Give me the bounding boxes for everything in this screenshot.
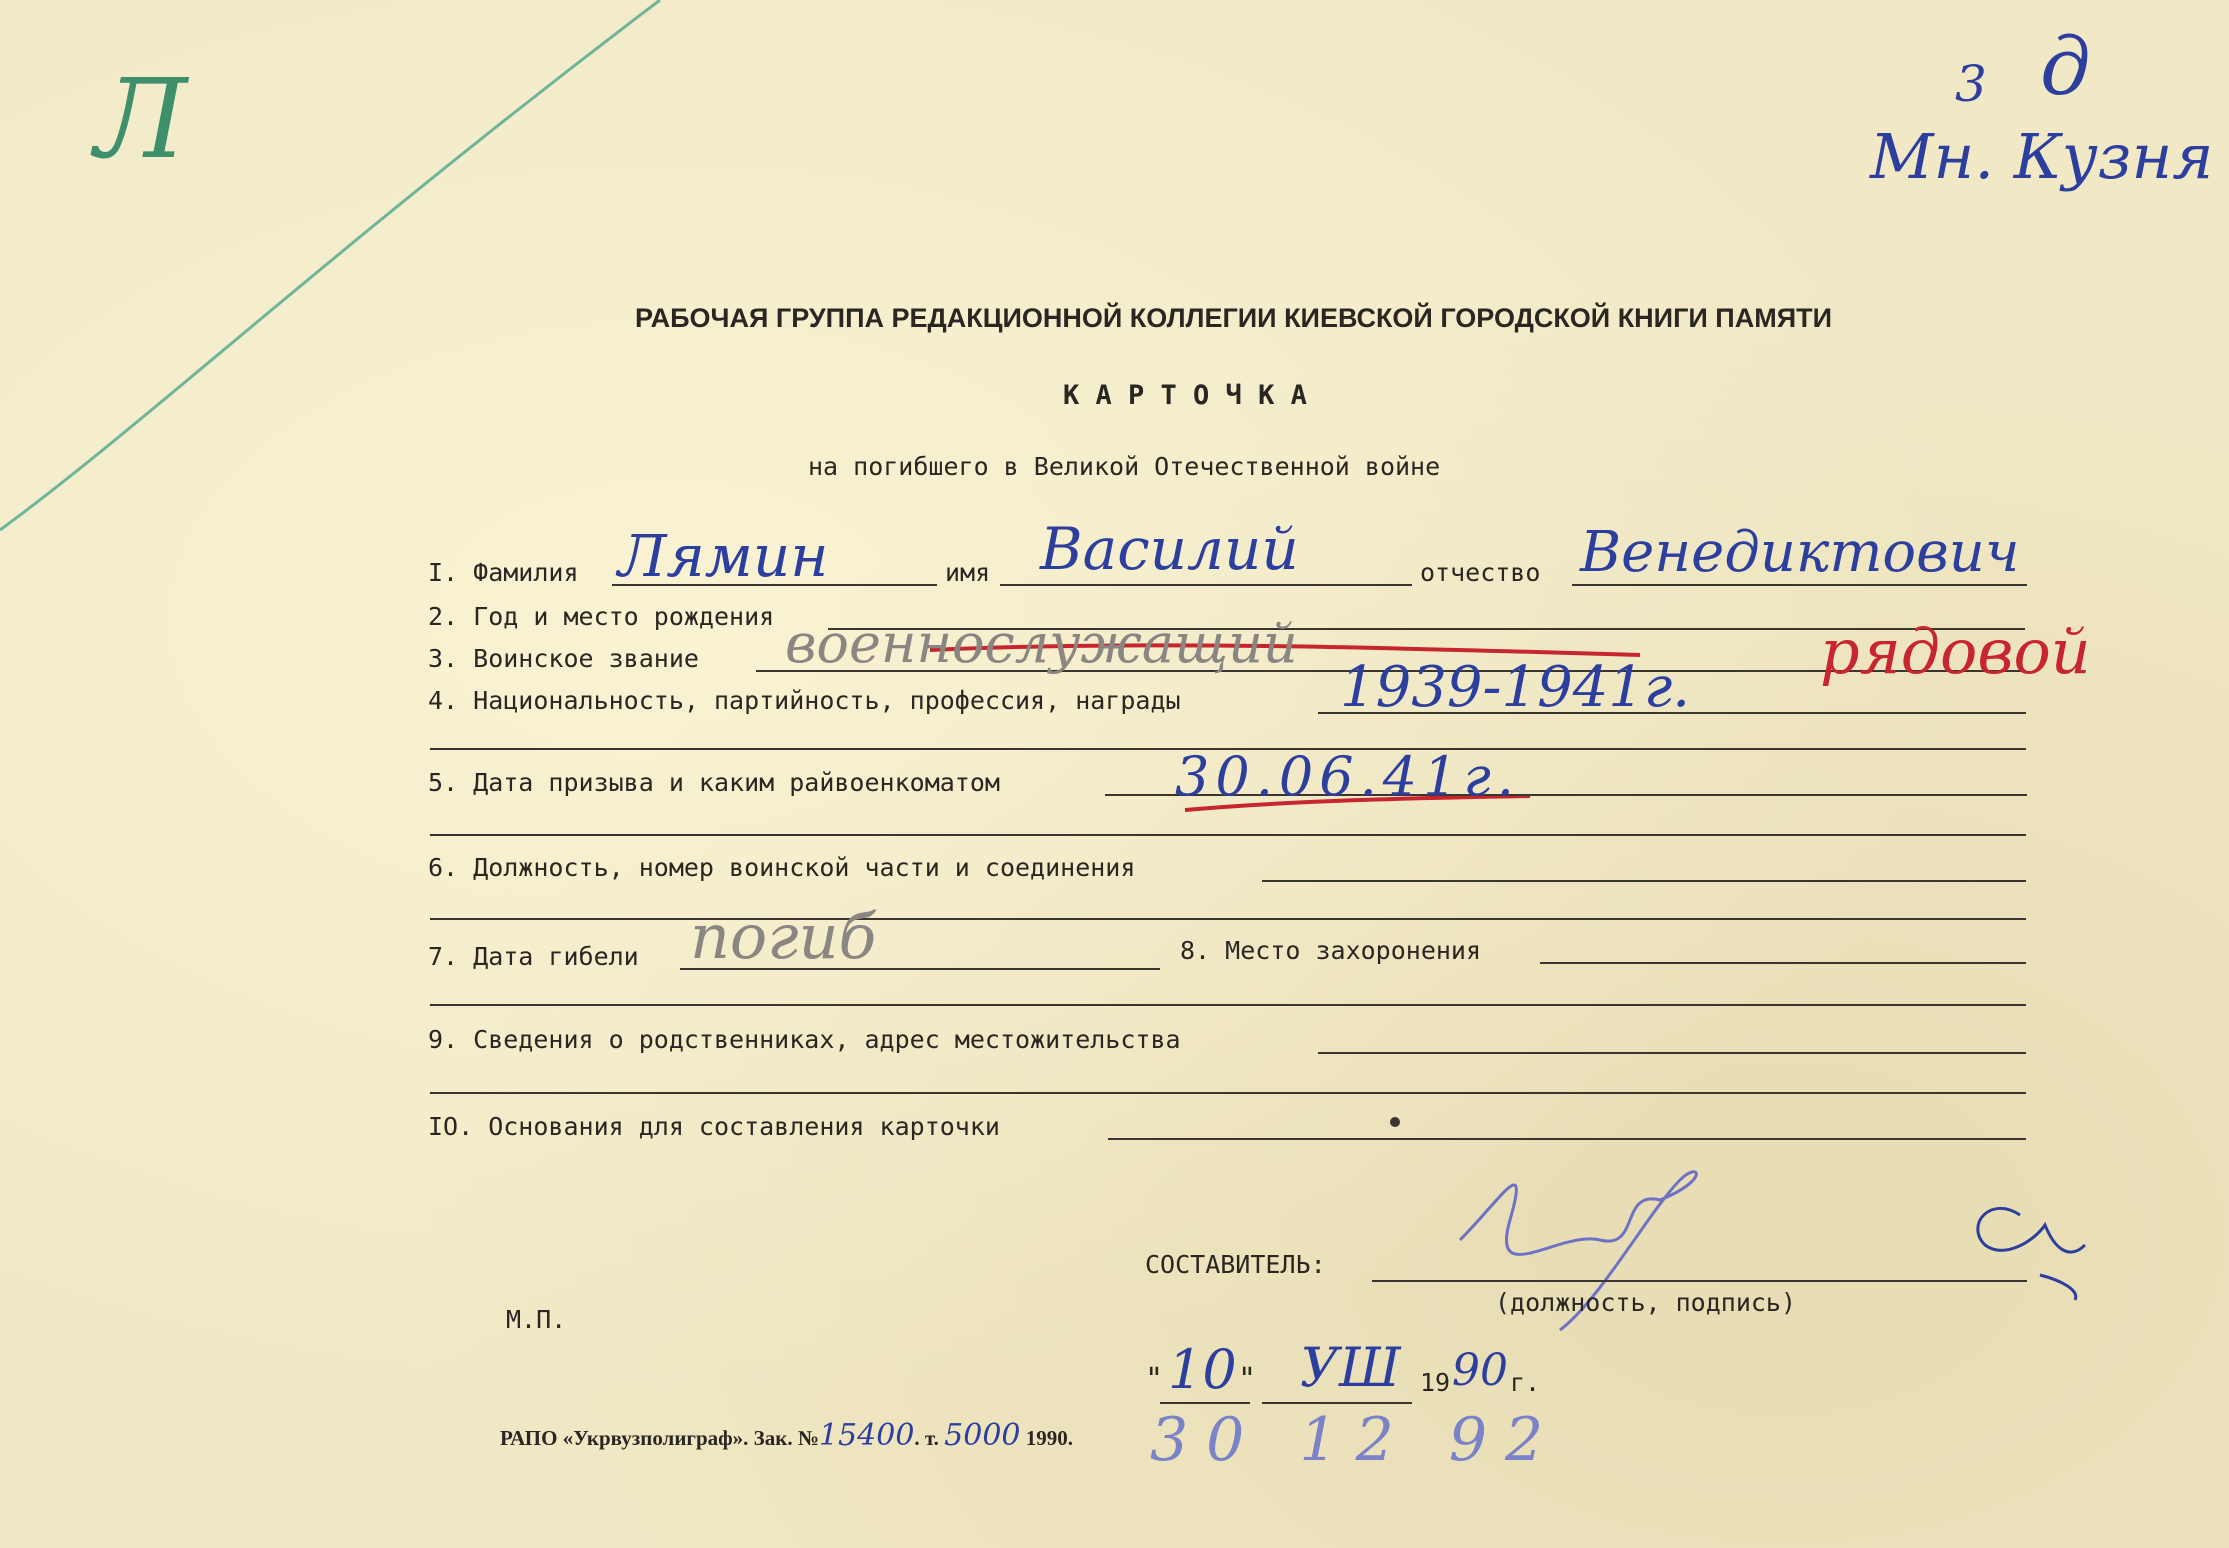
field-2-label: 2. Год и место рождения bbox=[428, 602, 775, 631]
date-close-quote: " bbox=[1238, 1362, 1257, 1397]
hw-rank-struck: военнослужащий bbox=[785, 612, 1298, 675]
date-year-prefix: 19 bbox=[1420, 1368, 1451, 1397]
field-3-label: 3. Воинское звание bbox=[428, 644, 699, 673]
top-left-mark: Л bbox=[95, 55, 187, 183]
hw-date-day: 10 bbox=[1168, 1338, 1237, 1401]
field-1-name-label: имя bbox=[945, 558, 991, 587]
field-10-line bbox=[1108, 1138, 2026, 1140]
field-10-label: IO. Основания для составления карточки bbox=[428, 1112, 1000, 1141]
top-right-number: 3 bbox=[1955, 55, 1987, 113]
field-1-label: I. Фамилия bbox=[428, 558, 579, 587]
date-day-line bbox=[1160, 1402, 1250, 1404]
hw-years: 1939-1941г. bbox=[1340, 655, 1691, 720]
field-1-patronymic-label: отчество bbox=[1420, 558, 1541, 587]
hw-patronymic: Венедиктович bbox=[1580, 520, 2020, 585]
print-t: . т. bbox=[914, 1426, 939, 1450]
hw-date-month: УШ bbox=[1300, 1336, 1401, 1399]
hw-date-year: 90 bbox=[1452, 1345, 1508, 1396]
hw-death-struck: погиб bbox=[690, 900, 877, 973]
card-title: К А Р Т О Ч К А bbox=[1063, 380, 1307, 411]
print-year: 1990. bbox=[1025, 1426, 1074, 1450]
field-8-line bbox=[1540, 962, 2026, 964]
date-year-end: г. bbox=[1510, 1368, 1541, 1397]
field-5-line-2 bbox=[430, 834, 2026, 836]
stamp-place-mark: М.П. bbox=[506, 1305, 567, 1334]
field-7-label: 7. Дата гибели bbox=[428, 942, 639, 971]
field-9-line-2 bbox=[430, 1092, 2026, 1094]
field-6-line-2 bbox=[430, 918, 2026, 920]
organization-header: РАБОЧАЯ ГРУППА РЕДАКЦИОННОЙ КОЛЛЕГИИ КИЕВСКОЙ ГОРОДСКОЙ КНИГИ ПАМЯТИ bbox=[635, 303, 1833, 333]
compiler-hint: (должность, подпись) bbox=[1495, 1288, 1797, 1317]
field-5-label: 5. Дата призыва и каким райвоенкоматом bbox=[428, 768, 1000, 797]
date-month-line bbox=[1262, 1402, 1412, 1404]
field-9-label: 9. Сведения о родственниках, адрес местожительства bbox=[428, 1025, 1181, 1054]
second-signature bbox=[1978, 1208, 2085, 1300]
ink-dot bbox=[1390, 1117, 1400, 1127]
hw-bottom-date: 30 12 92 bbox=[1150, 1405, 1562, 1475]
hw-order-count: 5000 bbox=[944, 1418, 1021, 1453]
hw-name: Василий bbox=[1040, 515, 1299, 583]
field-name-line bbox=[1000, 584, 1412, 586]
card-subtitle: на погибшего в Великой Отечественной войне bbox=[808, 452, 1441, 481]
top-right-letter: д bbox=[2040, 20, 2091, 113]
compiler-label: СОСТАВИТЕЛЬ: bbox=[1145, 1250, 1326, 1279]
date-open-quote: " bbox=[1145, 1362, 1164, 1397]
print-prefix: РАПО «Укрвузполиграф». Зак. № bbox=[500, 1426, 819, 1450]
field-9-line bbox=[1318, 1052, 2026, 1054]
field-8-label: 8. Место захоронения bbox=[1180, 936, 1482, 965]
field-4-label: 4. Национальность, партийность, профессия, награды bbox=[428, 686, 1181, 715]
field-8-line-2 bbox=[430, 1004, 2026, 1006]
hw-order-number: 15400 bbox=[818, 1418, 915, 1453]
field-6-label: 6. Должность, номер воинской части и соединения bbox=[428, 853, 1136, 882]
field-6-line bbox=[1262, 880, 2026, 882]
hw-surname: Лямин bbox=[618, 522, 829, 590]
print-info bbox=[500, 1418, 1073, 1453]
hw-rank: рядовой bbox=[1820, 615, 2091, 688]
top-right-note: Мн. Кузня bbox=[1870, 120, 2214, 193]
compiler-line bbox=[1372, 1280, 2027, 1282]
hw-conscription-date: 30.06.41г. bbox=[1175, 745, 1520, 808]
